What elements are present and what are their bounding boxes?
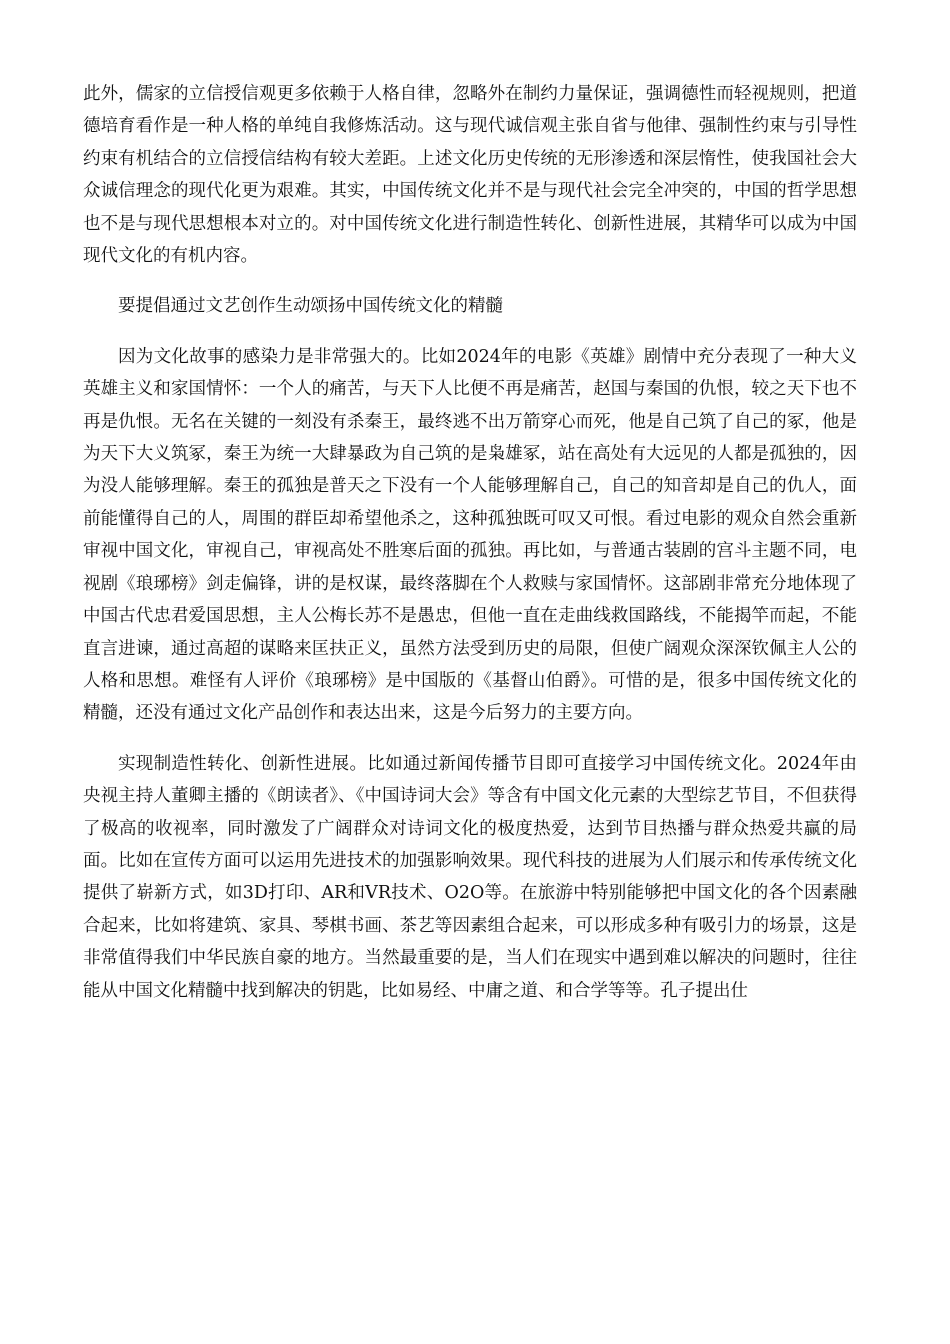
paragraph-confucian-trust: 此外，儒家的立信授信观更多依赖于人格自律，忽略外在制约力量保证，强调德性而轻视规则，把道德培育看作是一种人格的单纯自我修炼活动。这与现代诚信观主张自省与他律、强制性约束与引导性约束有机结合的立信授信结构有较大差距。上述文化历史传统的无形渗透和深层惰性，使我国社会大众诚信理念的现代化更为艰难。其实，中国传统文化并不是与现代社会完全冲突的，中国的哲学思想也不是与现代思想根本对立的。对中国传统文化进行制造性转化、创新性进展，其精华可以成为中国现代文化的有机内容。 — [83, 84, 857, 267]
document-page — [83, 78, 857, 1025]
paragraph-heading-literature: 要提倡通过文艺创作生动颂扬中国传统文化的精髓 — [118, 296, 503, 317]
paragraph-creative-transformation: 实现制造性转化、创新性进展。比如通过新闻传播节目即可直接学习中国传统文化。2024年由央视主持人董卿主播的《朗读者》、《中国诗词大会》等含有中国文化元素的大型综艺节目，不但获得了极高的收视率，同时激发了广阔群众对诗词文化的极度热爱，达到节目热播与群众热爱共赢的局面。比如在宣传方面可以运用先进技术的加强影响效果。现代科技的进展为人们展示和传承传统文化提供了崭新方式，如3D打印、AR和VR技术、O2O等。在旅游中特别能够把中国文化的各个因素融合起来，比如将建筑、家具、琴棋书画、茶艺等因素组合起来，可以形成多种有吸引力的场景，这是非常值得我们中华民族自豪的地方。当然最重要的是，当人们在现实中遇到难以解决的问题时，往往能从中国文化精髓中找到解决的钥匙，比如易经、中庸之道、和合学等等。孔子提出仕 — [83, 753, 857, 1001]
paragraph-cultural-stories: 因为文化故事的感染力是非常强大的。比如2024年的电影《英雄》剧情中充分表现了一种大义英雄主义和家国情怀：一个人的痛苦，与天下人比便不再是痛苦，赵国与秦国的仇恨，较之天下也不再是仇恨。无名在关键的一刻没有杀秦王，最终逃不出万箭穿心而死，他是自己筑了自己的冢，他是为天下大义筑冢，秦王为统一大肆暴政为自己筑的是枭雄冢，站在高处有大远见的人都是孤独的，因为没人能够理解。秦王的孤独是普天之下没有一个人能够理解自己，自己的知音却是自己的仇人，面前能懂得自己的人，周围的群臣却希望他杀之，这种孤独既可叹又可恨。看过电影的观众自然会重新审视中国文化，审视自己，审视高处不胜寒后面的孤独。再比如，与普通古装剧的宫斗主题不同，电视剧《琅琊榜》剑走偏锋，讲的是权谋，最终落脚在个人救赎与家国情怀。这部剧非常充分地体现了中国古代忠君爱国思想，主人公梅长苏不是愚忠，但他一直在走曲线救国路线，不能揭竿而起，不能直言进谏，通过高超的谋略来匡扶正义，虽然方法受到历史的局限，但使广阔观众深深钦佩主人公的人格和思想。难怪有人评价《琅琊榜》是中国版的《基督山伯爵》。可惜的是，很多中国传统文化的精髓，还没有通过文化产品创作和表达出来，这是今后努力的主要方向。 — [83, 346, 857, 724]
